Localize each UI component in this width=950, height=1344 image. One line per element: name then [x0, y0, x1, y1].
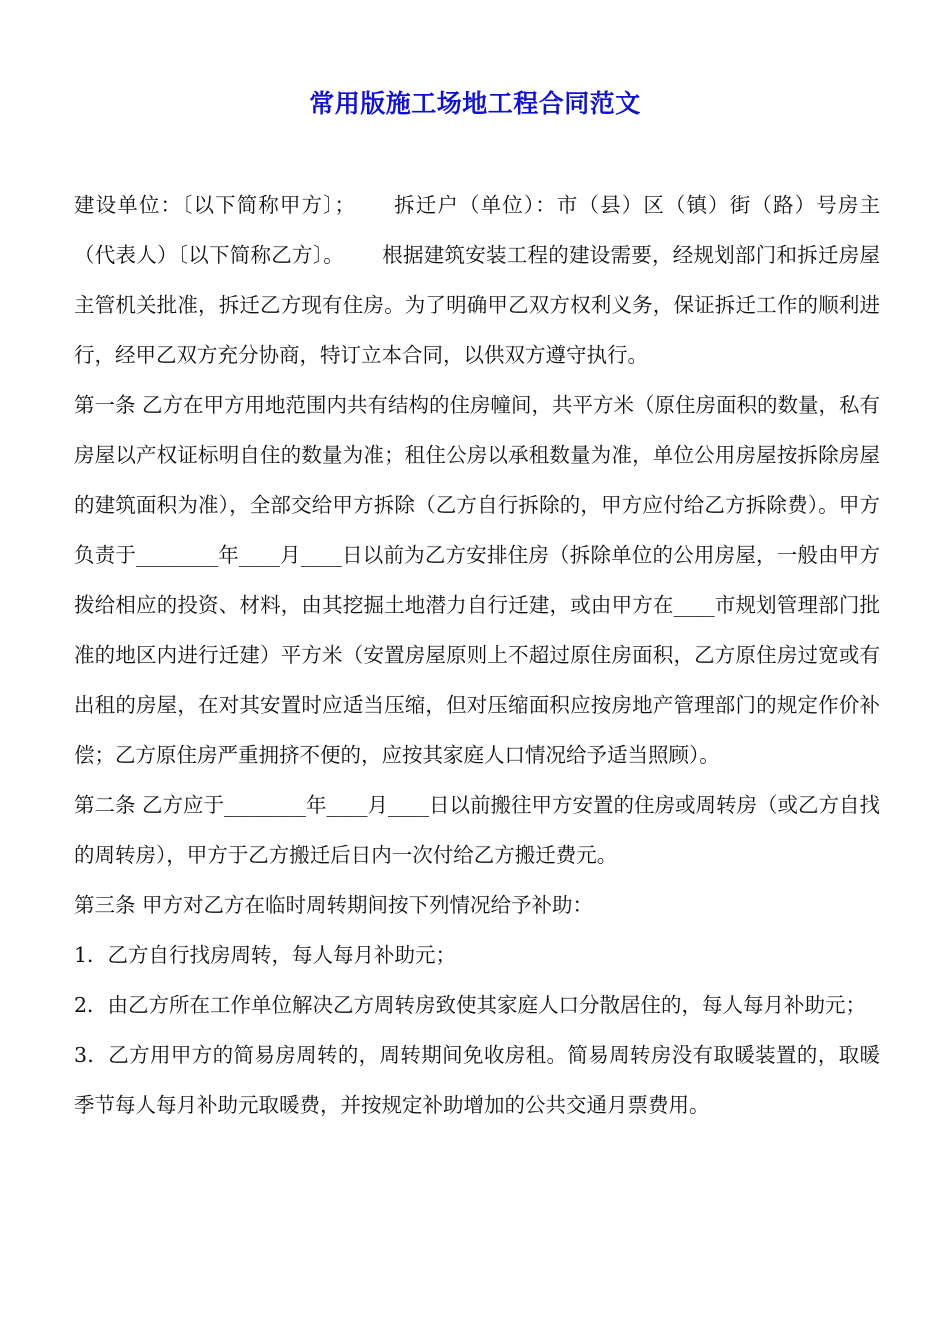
article-2: 第二条 乙方应于________年____月____日以前搬往甲方安置的住房或周转房（或乙方自找的周转房），甲方于乙方搬迁后日内一次付给乙方搬迁费元。: [74, 793, 881, 867]
list-item-3: 3．乙方用甲方的简易房周转的，周转期间免收房租。简易周转房没有取暖装置的，取暖季节每人每月补助元取暖费，并按规定补助增加的公共交通月票费用。: [74, 1043, 880, 1117]
article-3: 第三条 甲方对乙方在临时周转期间按下列情况给予补助：: [74, 893, 594, 917]
list-item-2: 2．由乙方所在工作单位解决乙方周转房致使其家庭人口分散居住的，每人每月补助元；: [74, 993, 867, 1017]
intro-party-a: 建设单位：〔以下简称甲方〕；: [74, 193, 356, 217]
document-body: [74, 180, 880, 1130]
intro-party-b: 拆迁户（单位）：市（县）区（镇）街（路）号房主（代表人）〔以下简称乙方〕。: [74, 193, 881, 267]
intro-paragraph: [74, 180, 880, 380]
list-item-1: 1．乙方自行找房周转，每人每月补助元；: [74, 943, 457, 967]
intro-purpose: 根据建筑安装工程的建设需要，经规划部门和拆迁房屋主管机关批准，拆迁乙方现有住房。为了明确甲乙双方权利义务，保证拆迁工作的顺利进行，经甲乙双方充分协商，特订立本合同，以供双方遵守执行。: [74, 243, 880, 367]
article-1: 第一条 乙方在甲方用地范围内共有结构的住房幢间，共平方米（原住房面积的数量，私有房屋以产权证标明自住的数量为准；租住公房以承租数量为准，单位公用房屋按拆除房屋的建筑面积为准），全部交给甲方拆除（乙方自行拆除的，甲方应付给乙方拆除费）。甲方负责于________年____月____日以前为乙方安排住房（拆除单位的公用房屋，一般由甲方拨给相应的投资、材料，由其挖掘土地潜力自行迁建，或由甲方在____市规划管理部门批准的地区内进行迁建）平方米（安置房屋原则上不超过原住房面积，乙方原住房过宽或有出租的房屋，在对其安置时应适当压缩，但对压缩面积应按房地产管理部门的规定作价补偿；乙方原住房严重拥挤不便的，应按其家庭人口情况给予适当照顾）。: [74, 393, 881, 767]
document-title: 常用版施工场地工程合同范文: [309, 89, 641, 118]
